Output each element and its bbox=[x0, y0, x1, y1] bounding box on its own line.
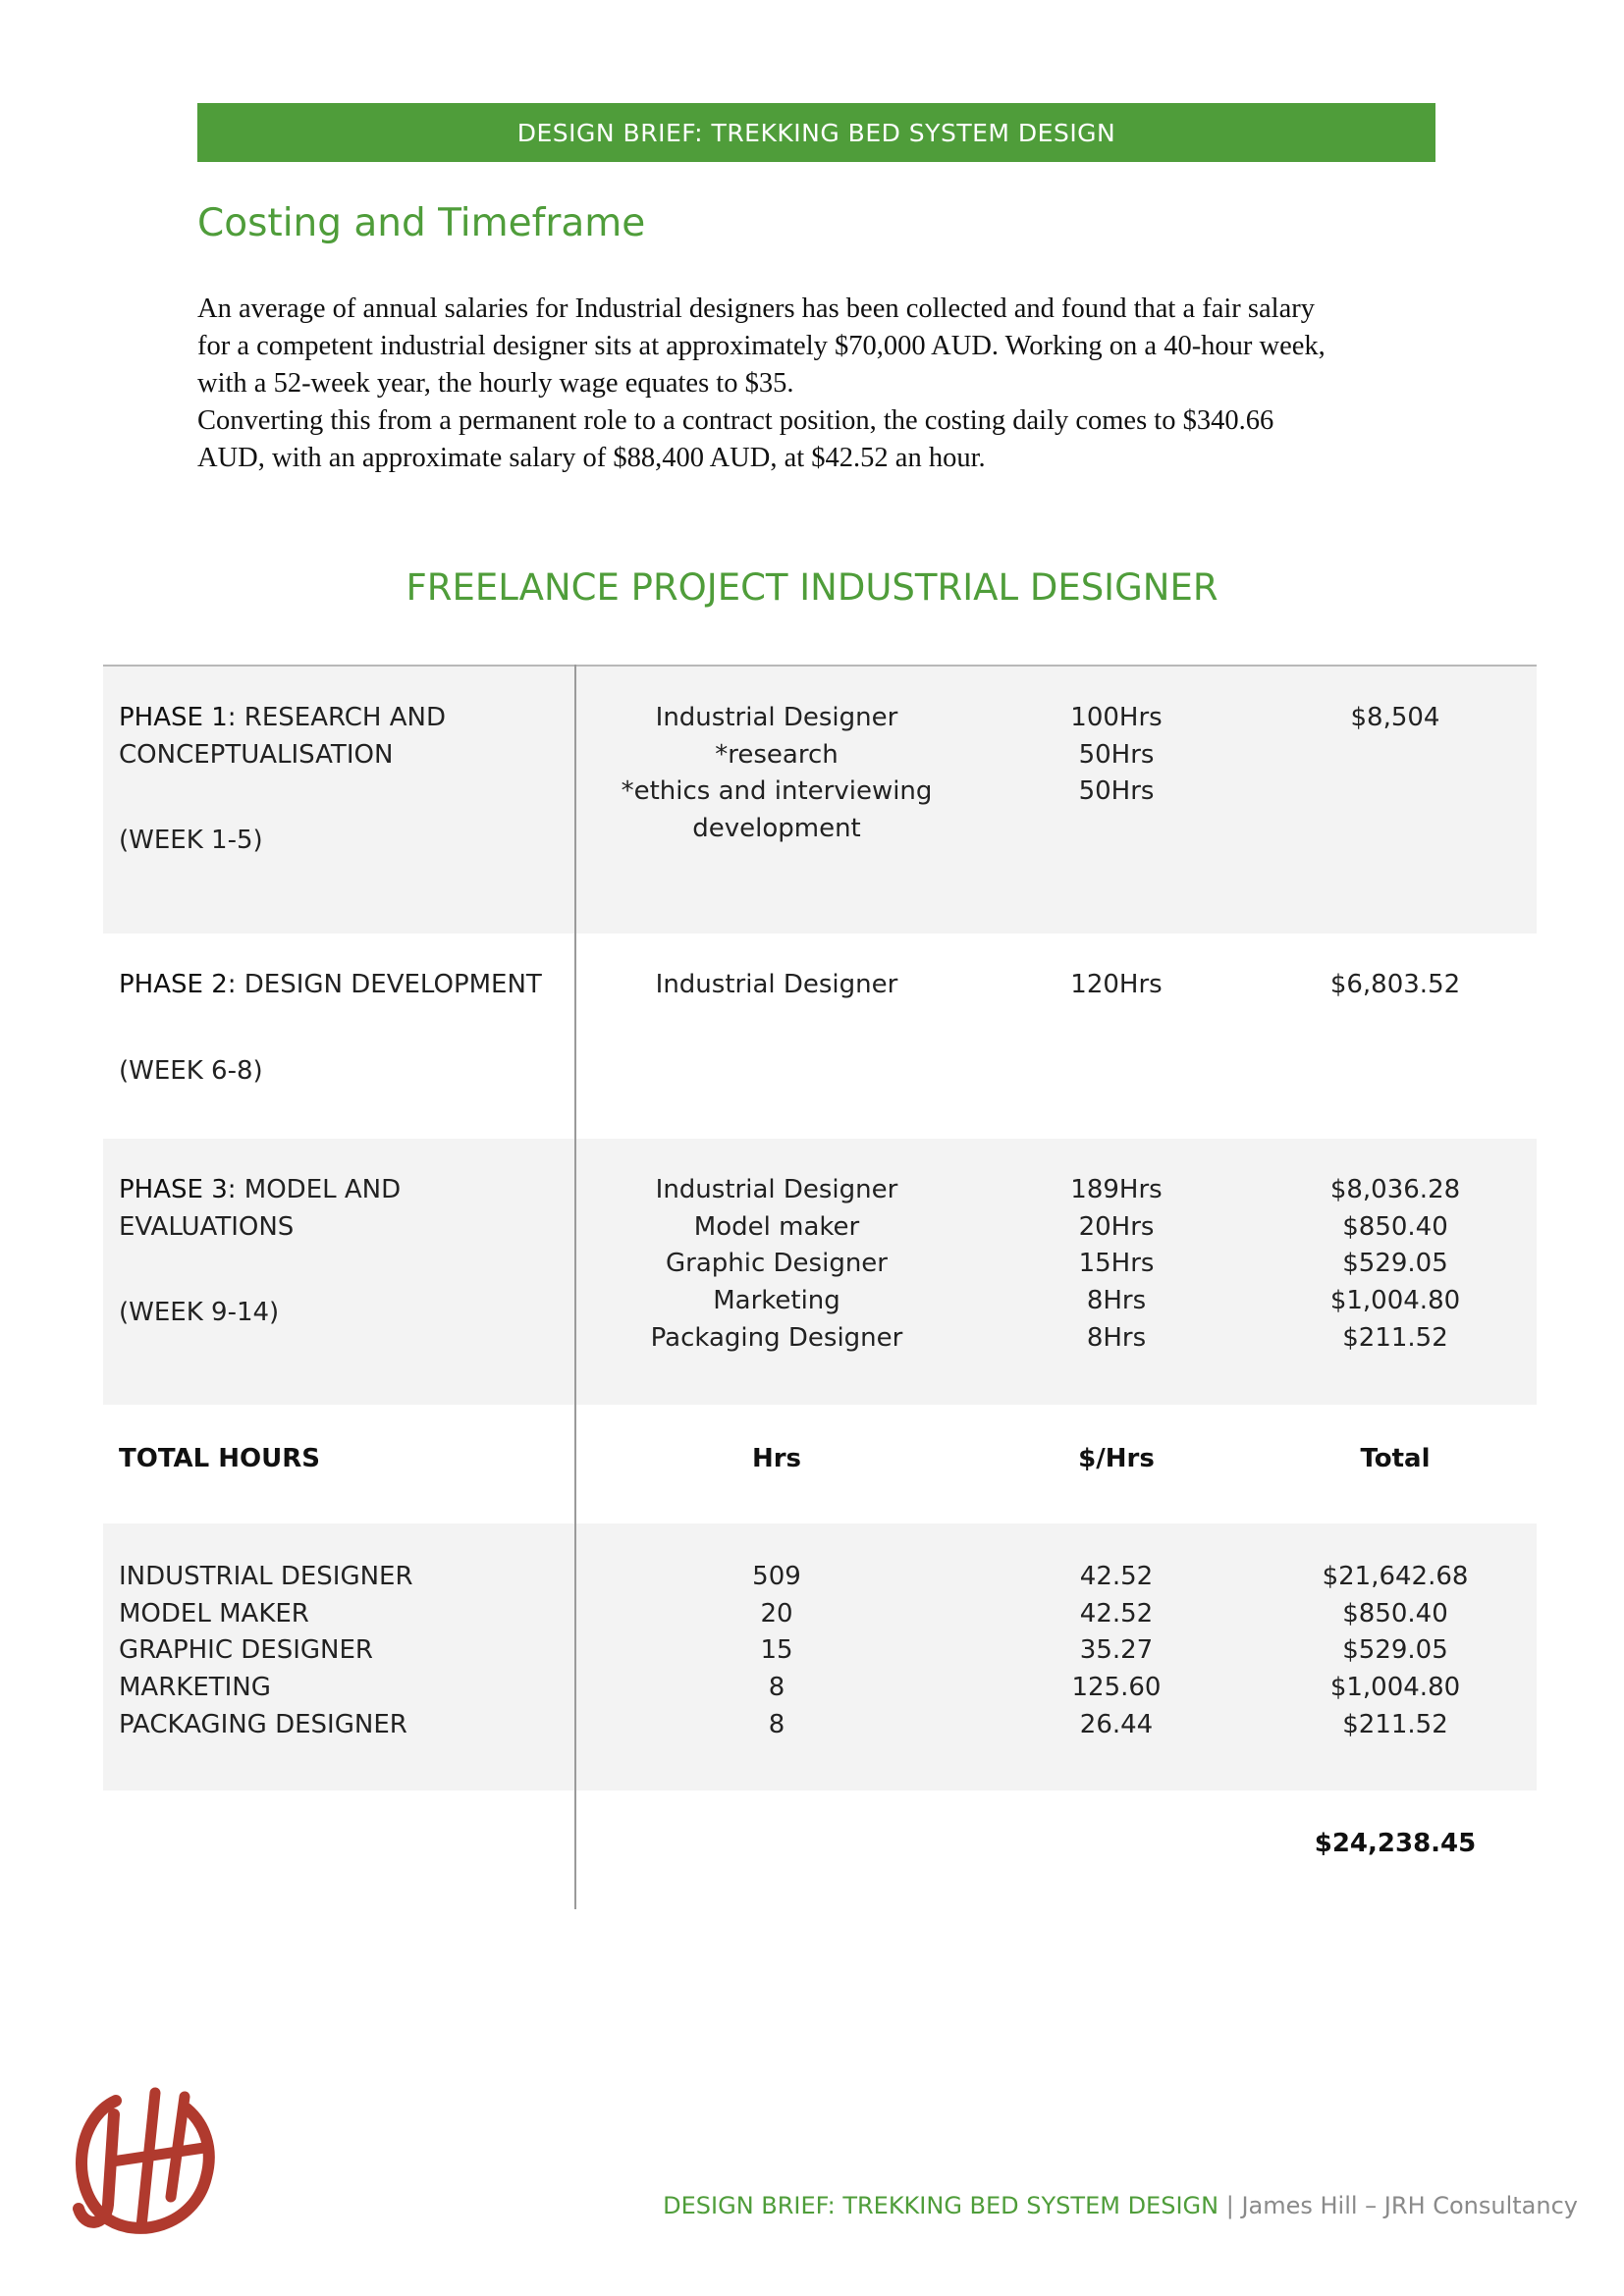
totals-total: $850.40 bbox=[1342, 1598, 1448, 1629]
totals-rate-cell bbox=[979, 1559, 1254, 1790]
phase-label-cell bbox=[103, 1172, 574, 1405]
cost-text: $8,504 bbox=[1350, 703, 1440, 732]
phase-row-1 bbox=[103, 667, 1537, 934]
phase-week: (WEEK 1-5) bbox=[119, 826, 263, 856]
role-text: Industrial Designer bbox=[655, 1175, 898, 1204]
role-text: development bbox=[692, 814, 861, 844]
grand-total-row bbox=[103, 1790, 1537, 1908]
cost-text: $850.40 bbox=[1342, 1211, 1448, 1242]
intro-line: AUD, with an approximate salary of $88,400 AUD, at $42.52 an hour. bbox=[197, 443, 986, 473]
header-banner bbox=[197, 103, 1435, 162]
costing-table bbox=[103, 665, 1537, 1908]
hours-text: 50Hrs bbox=[1078, 739, 1155, 770]
totals-hrs: 15 bbox=[760, 1635, 793, 1666]
footer-separator: | bbox=[1218, 2192, 1242, 2219]
totals-rate: 42.52 bbox=[1079, 1598, 1154, 1629]
totals-rate: 125.60 bbox=[1071, 1673, 1162, 1703]
intro-paragraph bbox=[197, 291, 1435, 477]
totals-role: GRAPHIC DESIGNER bbox=[119, 1635, 373, 1666]
cost-text: $1,004.80 bbox=[1329, 1286, 1461, 1316]
phase-title: CONCEPTUALISATION bbox=[119, 739, 394, 770]
totals-total-cell bbox=[1254, 1559, 1537, 1790]
jh-monogram-logo-icon bbox=[57, 2079, 219, 2251]
phase-title: EVALUATIONS bbox=[119, 1211, 295, 1242]
roles-cell bbox=[574, 967, 979, 1139]
hours-text: 15Hrs bbox=[1078, 1249, 1155, 1279]
roles-cell bbox=[574, 1172, 979, 1405]
hours-text: 100Hrs bbox=[1070, 703, 1163, 732]
totals-total: $211.52 bbox=[1342, 1709, 1448, 1739]
role-text: Graphic Designer bbox=[666, 1249, 888, 1279]
phase-number: PHASE 3: bbox=[119, 1175, 237, 1204]
totals-role: MARKETING bbox=[119, 1673, 271, 1703]
totals-header-hrs: Hrs bbox=[751, 1444, 802, 1473]
totals-hrs: 20 bbox=[760, 1598, 793, 1629]
totals-header-row bbox=[103, 1405, 1537, 1523]
intro-line: An average of annual salaries for Industrial designers has been collected and found that a fair salary bbox=[197, 294, 1315, 324]
header-banner-text: DESIGN BRIEF: TREKKING BED SYSTEM DESIGN bbox=[516, 118, 1116, 147]
cost-cell bbox=[1254, 1172, 1537, 1405]
totals-hrs: 8 bbox=[768, 1673, 785, 1703]
phase-title: MODEL AND bbox=[244, 1175, 402, 1204]
role-text: Industrial Designer bbox=[655, 970, 898, 999]
section-title: Costing and Timeframe bbox=[197, 201, 646, 245]
cost-text: $6,803.52 bbox=[1329, 970, 1461, 999]
cost-cell bbox=[1254, 967, 1537, 1139]
totals-hrs: 8 bbox=[768, 1709, 785, 1739]
totals-hrs-cell bbox=[574, 1559, 979, 1790]
phase-title: RESEARCH AND bbox=[244, 703, 446, 732]
footer-author: James Hill – JRH Consultancy bbox=[1241, 2192, 1578, 2219]
totals-total: $529.05 bbox=[1342, 1635, 1448, 1666]
hours-text: 50Hrs bbox=[1078, 776, 1155, 807]
column-divider bbox=[574, 665, 576, 1909]
totals-total: $21,642.68 bbox=[1322, 1562, 1469, 1591]
roles-cell bbox=[574, 700, 979, 934]
totals-rate: 35.27 bbox=[1079, 1635, 1154, 1666]
phase-row-3 bbox=[103, 1139, 1537, 1405]
totals-role: MODEL MAKER bbox=[119, 1598, 309, 1629]
phase-number: PHASE 1: bbox=[119, 703, 237, 732]
hours-text: 8Hrs bbox=[1086, 1286, 1147, 1316]
phase-title: DESIGN DEVELOPMENT bbox=[244, 970, 542, 999]
cost-text: $8,036.28 bbox=[1329, 1175, 1461, 1204]
phase-week: (WEEK 9-14) bbox=[119, 1298, 280, 1328]
cost-cell bbox=[1254, 700, 1537, 934]
hours-text: 8Hrs bbox=[1086, 1322, 1147, 1353]
role-text: *research bbox=[715, 739, 839, 770]
footer-brief: DESIGN BRIEF: TREKKING BED SYSTEM DESIGN bbox=[663, 2192, 1219, 2219]
totals-role: PACKAGING DESIGNER bbox=[119, 1709, 407, 1739]
role-text: Marketing bbox=[713, 1286, 840, 1316]
role-text: *ethics and interviewing bbox=[621, 776, 933, 807]
totals-rate: 26.44 bbox=[1079, 1709, 1154, 1739]
hours-text: 189Hrs bbox=[1070, 1175, 1163, 1204]
totals-rows bbox=[103, 1523, 1537, 1790]
intro-line: Converting this from a permanent role to a contract position, the costing daily comes to $340.66 bbox=[197, 405, 1274, 436]
intro-line: with a 52-week year, the hourly wage equates to $35. bbox=[197, 368, 794, 399]
totals-hrs: 509 bbox=[752, 1562, 801, 1591]
totals-roles-cell bbox=[103, 1559, 574, 1790]
phase-label-cell bbox=[103, 967, 574, 1139]
totals-header-label: TOTAL HOURS bbox=[119, 1444, 321, 1473]
totals-header-total: Total bbox=[1360, 1444, 1431, 1473]
totals-role: INDUSTRIAL DESIGNER bbox=[119, 1562, 413, 1591]
hours-cell bbox=[979, 700, 1254, 934]
phase-label-cell bbox=[103, 700, 574, 934]
phase-row-2 bbox=[103, 934, 1537, 1139]
phase-week: (WEEK 6-8) bbox=[119, 1055, 263, 1086]
hours-cell bbox=[979, 967, 1254, 1139]
role-text: Model maker bbox=[693, 1211, 860, 1242]
cost-text: $529.05 bbox=[1342, 1249, 1448, 1279]
page-footer bbox=[663, 2192, 1578, 2219]
hours-text: 20Hrs bbox=[1078, 1211, 1155, 1242]
cost-text: $211.52 bbox=[1342, 1322, 1448, 1353]
role-text: Packaging Designer bbox=[650, 1322, 903, 1353]
totals-header-rate: $/Hrs bbox=[1078, 1444, 1155, 1473]
hours-cell bbox=[979, 1172, 1254, 1405]
hours-text: 120Hrs bbox=[1070, 970, 1163, 999]
grand-total: $24,238.45 bbox=[1314, 1829, 1477, 1858]
table-title: FREELANCE PROJECT INDUSTRIAL DESIGNER bbox=[406, 566, 1218, 609]
totals-total: $1,004.80 bbox=[1329, 1673, 1461, 1703]
totals-rate: 42.52 bbox=[1079, 1562, 1154, 1591]
intro-line: for a competent industrial designer sits at approximately $70,000 AUD. Working on a 40-hour week, bbox=[197, 331, 1326, 361]
phase-number: PHASE 2: bbox=[119, 970, 237, 999]
role-text: Industrial Designer bbox=[655, 703, 898, 732]
